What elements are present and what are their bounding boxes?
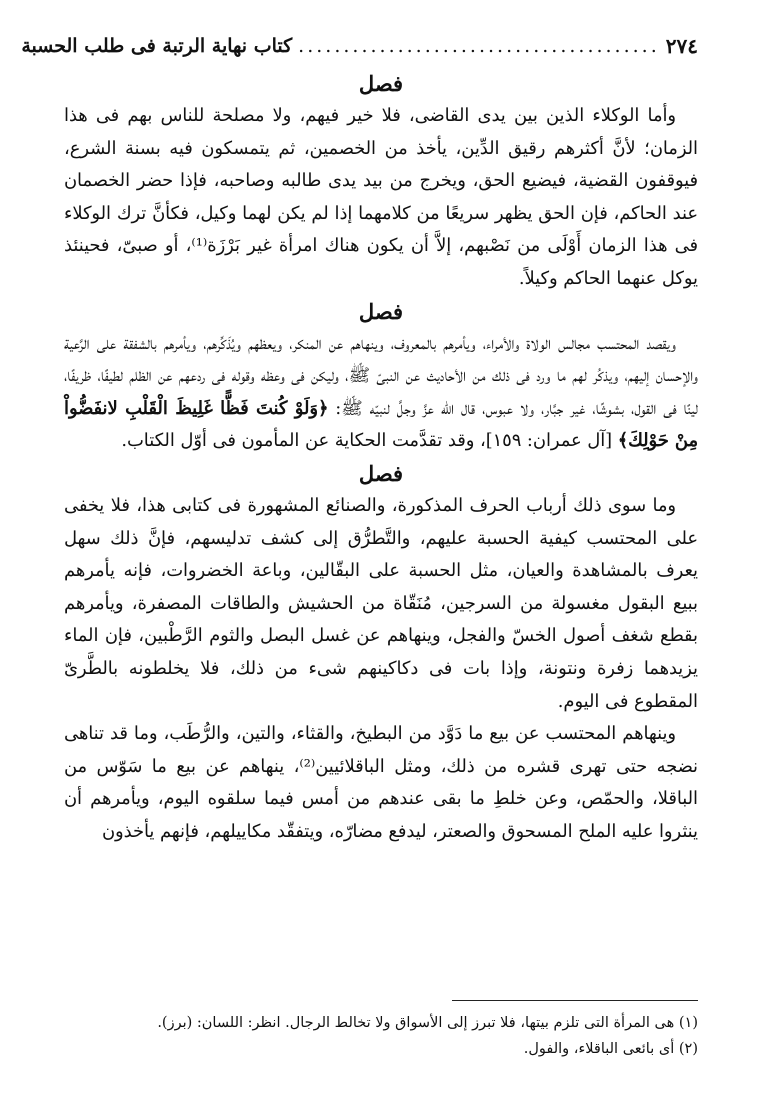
quran-verse: ﴿وَلَوْ كُنتَ فَظًّا غَلِيظَ الْقَلْبِ لانفَضُّواْ مِنْ حَوْلِكَ﴾ — [64, 397, 698, 452]
footnote: (١) هى المرأة التى تلزم بيتها، فلا تبرز إلى الأسواق ولا تخالط الرجال. انظر: اللسان: (برز). — [157, 1015, 698, 1031]
paragraph — [64, 328, 698, 458]
running-header — [21, 30, 698, 62]
footnote: (٢) أى بائعى الباقلاء، والفول. — [523, 1041, 698, 1057]
footnotes — [64, 1010, 698, 1062]
verse-citation: [آل عمران: ١٥٩]، وقد تقدَّمت الحكاية عن المأمون فى أوّل الكتاب. — [121, 430, 618, 452]
main-text — [64, 68, 698, 848]
paragraph: وأما الوكلاء الذين بين يدى القاضى، فلا خير فيهم، ولا مصلحة للناس بهم فى هذا الزمان؛ لأنَّ أكثرهم رقيق الدِّين، يأخذ من الخصمين، ثم يتمسكون فيه بسنة الشرع، فيوقفون القضية، فيضيع الحق، ويخرج من بيد يدى طالبه وصاحبه، فإذا حضر الخصمان عند الحاكم، فإن الحق يظهر سريعًا من كلامهما إذا لم يكن لهما وكيل، فكأنَّ ترك الوكلاء فى هذا الزمان أَوْلَى من نَصْبهم، إلاَّ أن يكون هناك امرأة غير بَرْزَة⁽¹⁾، أو صبىّ، فحينئذ يوكل عنهما الحاكم وكيلاً. — [64, 105, 698, 289]
footnote-separator — [452, 1000, 698, 1001]
paragraph: وما سوى ذلك أرباب الحرف المذكورة، والصنائع المشهورة فى كتابى هذا، فلا يخفى على المحتسب كيفية الحسبة عليهم، والتَّطرُّق إلى كشف تدليسهم، فإنَّ ذلك سهل يعرف بالمشاهدة والعيان، مثل الحسبة على البقّالين، وباعة الخضروات، فإنه يأمرهم ببيع البقول مغسولة من السرجين، مُنَقّاة من الحشيش والطاقات المصفرة، ويأمرهم بقطع شغف أصول الخسّ والفجل، وينهاهم عن غسل البصل والثوم الرَّطْبين، فإن الماء يزيدهما زفرة ونتونة، وإذا بات فى دكاكينهم شىء من ذلك، فلا يخلطونه بالطَّرىّ المقطوع فى اليوم. — [64, 494, 698, 712]
paragraph-text: ويقصد المحتسب مجالس الولاة والأمراء، ويأمرهم بالمعروف، وينهاهم عن المنكر، ويعظهم ويُذَكِّرهم، ويأمرهم بالشفقة على الرَّعية والإحسان إليهم، ويذكُر لهم ما ورد فى ذلك من الأحاديث عن النبىّ ﷺ، وليكن فى وعظه وقوله فى ردعهم عن الظلم لطيفًا، ظريفًا، لينًا فى القول، بشوشًا، غير جبَّار، ولا عبوس، قال الله عزَّ وجلَّ لنبيّه ﷺ: — [64, 332, 698, 419]
header-dot-leader: ........................................ — [298, 35, 660, 57]
section-heading: فصل — [358, 298, 404, 324]
section-heading: فصل — [358, 460, 404, 486]
book-title: كتاب نهاية الرتبة فى طلب الحسبة — [21, 35, 293, 57]
section-heading: فصل — [358, 71, 404, 96]
page-number: ٢٧٤ — [665, 34, 698, 58]
paragraph: وينهاهم المحتسب عن بيع ما دَوَّد من البطيخ، والقثاء، والتين، والرُّطَب، وما قد تناهى نضجه حتى تهرى قشره من ذلك، ومثل الباقلائيين⁽²⁾، ينهاهم عن بيع ما سَوّس من الباقلا، والحمّص، وعن خلطِ ما بقى عندهم من أمس فيما سلقوه اليوم، ويأمرهم أن ينثروا عليه الملح المسحوق والصعتر، ليدفع مضارّه، ويتفقّد مكاييلهم، فإنهم يأخذون — [64, 723, 698, 842]
